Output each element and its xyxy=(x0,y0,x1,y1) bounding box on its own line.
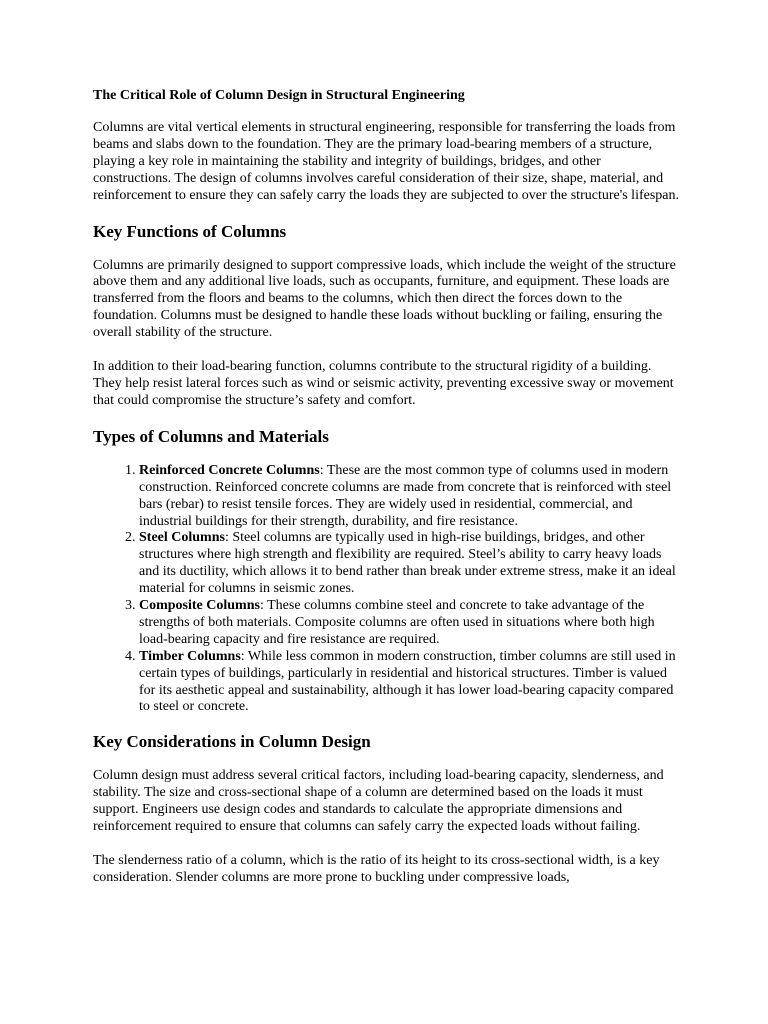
list-item-text: : While less common in modern construction, timber columns are still used in certain types of buildings, particularly in residential and historical structures. Timber is valued for its aesthetic appeal and sustainability, although it has lower load-bearing capacity compared to steel or concrete. xyxy=(139,648,676,715)
section-heading-types: Types of Columns and Materials xyxy=(93,426,329,446)
section-heading-considerations: Key Considerations in Column Design xyxy=(93,732,371,752)
functions-paragraph-2: In addition to their load-bearing function, columns contribute to the structural rigidity of a building. They help resist lateral forces such as wind or seismic activity, preventing excessive sway or movement that could compromise the structure’s safety and comfort. xyxy=(93,359,674,408)
considerations-paragraph-1: Column design must address several critical factors, including load-bearing capacity, slenderness, and stability. The size and cross-sectional shape of a column are determined based on the loads it must support. Engineers use design codes and standards to calculate the appropriate dimensions and reinforcement required to ensure that columns can safely carry the expected loads without failing. xyxy=(93,768,664,835)
intro-paragraph: Columns are vital vertical elements in structural engineering, responsible for transferring the loads from beams and slabs down to the foundation. They are the primary load-bearing members of a structure, playing a key role in maintaining the stability and integrity of buildings, bridges, and other constructions. The design of columns involves careful consideration of their size, shape, material, and reinforcement to ensure they can safely carry the loads they are subjected to over the structure's lifespan. xyxy=(93,120,680,203)
document-page xyxy=(93,87,681,904)
list-item-text: : These columns combine steel and concrete to take advantage of the strengths of both materials. Composite columns are often used in situations where both high load-bearing capacity and fire resistance are required. xyxy=(139,598,655,647)
column-types-list xyxy=(93,463,681,717)
list-item xyxy=(139,598,681,649)
list-item xyxy=(139,649,681,717)
list-item-term: Reinforced Concrete Columns xyxy=(139,462,320,478)
list-item-text: : Steel columns are typically used in high-rise buildings, bridges, and other structures where high strength and flexibility are required. Steel’s ability to carry heavy loads and its ductility, which allows it to bend rather than break under extreme stress, make it an ideal material for columns in seismic zones. xyxy=(139,530,676,597)
document-title: The Critical Role of Column Design in Structural Engineering xyxy=(93,88,465,103)
list-item-term: Composite Columns xyxy=(139,598,260,614)
section-heading-functions: Key Functions of Columns xyxy=(93,221,287,241)
considerations-paragraph-2: The slenderness ratio of a column, which is the ratio of its height to its cross-sectional width, is a key consideration. Slender columns are more prone to buckling under compressive loads, xyxy=(93,853,660,885)
list-item-term: Steel Columns xyxy=(139,530,225,546)
list-item xyxy=(139,463,681,531)
list-item xyxy=(139,530,681,598)
functions-paragraph-1: Columns are primarily designed to support compressive loads, which include the weight of the structure above them and any additional live loads, such as occupants, furniture, and equipment. These loads are transferred from the floors and beams to the columns, which then direct the forces down to the foundation. Columns must be designed to handle these loads without buckling or failing, ensuring the overall stability of the structure. xyxy=(93,257,676,341)
list-item-text: : These are the most common type of columns used in modern construction. Reinforced concrete columns are made from concrete that is reinforced with steel bars (rebar) to resist tensile forces. They are widely used in residential, commercial, and industrial buildings for their strength, durability, and fire resistance. xyxy=(139,462,672,529)
list-item-term: Timber Columns xyxy=(139,648,241,664)
